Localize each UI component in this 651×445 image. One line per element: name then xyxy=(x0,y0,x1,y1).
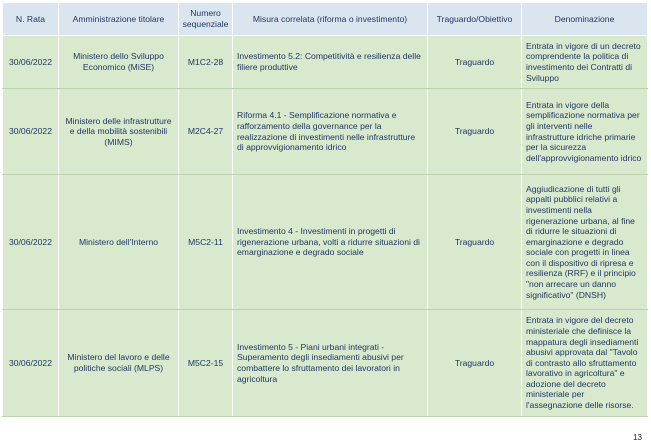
cell-misura: Investimento 5 - Piani urbani integrati - Superamento degli insediamenti abusivi per combattere lo sfruttamento dei lavoratori in agricoltura xyxy=(233,310,428,417)
cell-traguardo: Traguardo xyxy=(428,36,522,89)
cell-denominazione: Entrata in vigore del decreto ministeriale che definisce la mappatura degli insediamenti abusivi approvata dal "Tavolo di contrasto allo sfruttamento lavorativo in agricoltura" e adozione del decreto ministeriale per l'assegnazione delle risorse. xyxy=(522,310,648,417)
header-numero: Numero sequenziale xyxy=(179,3,233,36)
table-header xyxy=(3,3,648,36)
cell-numero: M5C2-15 xyxy=(179,310,233,417)
header-traguardo: Traguardo/Obiettivo xyxy=(428,3,522,36)
header-denominazione: Denominazione xyxy=(522,3,648,36)
cell-misura: Investimento 4 - Investimenti in progetti di rigenerazione urbana, volti a ridurre situazioni di emarginazione e degrado sociale xyxy=(233,175,428,310)
cell-numero: M5C2-11 xyxy=(179,175,233,310)
cell-amministrazione: Ministero del lavoro e delle politiche sociali (MLPS) xyxy=(59,310,179,417)
header-rata: N. Rata xyxy=(3,3,59,36)
table-row xyxy=(3,36,648,89)
header-amministrazione: Amministrazione titolare xyxy=(59,3,179,36)
cell-numero: M2C4-27 xyxy=(179,89,233,175)
cell-traguardo: Traguardo xyxy=(428,89,522,175)
table-row xyxy=(3,89,648,175)
cell-denominazione: Entrata in vigore di un decreto comprendente la politica di investimento dei Contratti di Sviluppo xyxy=(522,36,648,89)
table-row xyxy=(3,175,648,310)
cell-amministrazione: Ministero dell'Interno xyxy=(59,175,179,310)
cell-rata: 30/06/2022 xyxy=(3,310,59,417)
table-row xyxy=(3,310,648,417)
cell-numero: M1C2-28 xyxy=(179,36,233,89)
cell-amministrazione: Ministero delle infrastrutture e della mobilità sostenibili (MIMS) xyxy=(59,89,179,175)
cell-misura: Investimento 5.2: Competitività e resilienza delle filiere produttive xyxy=(233,36,428,89)
cell-traguardo: Traguardo xyxy=(428,310,522,417)
cell-denominazione: Aggiudicazione di tutti gli appalti pubblici relativi a investimenti nella rigenerazione urbana, al fine di ridurre le situazioni di emarginazione e degrado sociale con progetti in linea con il dispositivo di ripresa e resilienza (RRF) e il principio "non arrecare un danno significativo" (DNSH) xyxy=(522,175,648,310)
header-row xyxy=(3,3,648,36)
table-body xyxy=(3,36,648,417)
cell-rata: 30/06/2022 xyxy=(3,89,59,175)
header-misura: Misura correlata (riforma o investimento) xyxy=(233,3,428,36)
page-number: 13 xyxy=(633,433,642,442)
cell-rata: 30/06/2022 xyxy=(3,175,59,310)
cell-rata: 30/06/2022 xyxy=(3,36,59,89)
cell-misura: Riforma 4.1 - Semplificazione normativa e rafforzamento della governance per la realizzazione di investimenti nelle infrastrutture di approvvigionamento idrico xyxy=(233,89,428,175)
cell-traguardo: Traguardo xyxy=(428,175,522,310)
cell-denominazione: Entrata in vigore della semplificazione normativa per gli interventi nelle infrastrutture idriche primarie per la sicurezza dell'approvvigionamento idrico xyxy=(522,89,648,175)
cell-amministrazione: Ministero dello Sviluppo Economico (MiSE) xyxy=(59,36,179,89)
milestones-table xyxy=(2,2,648,417)
